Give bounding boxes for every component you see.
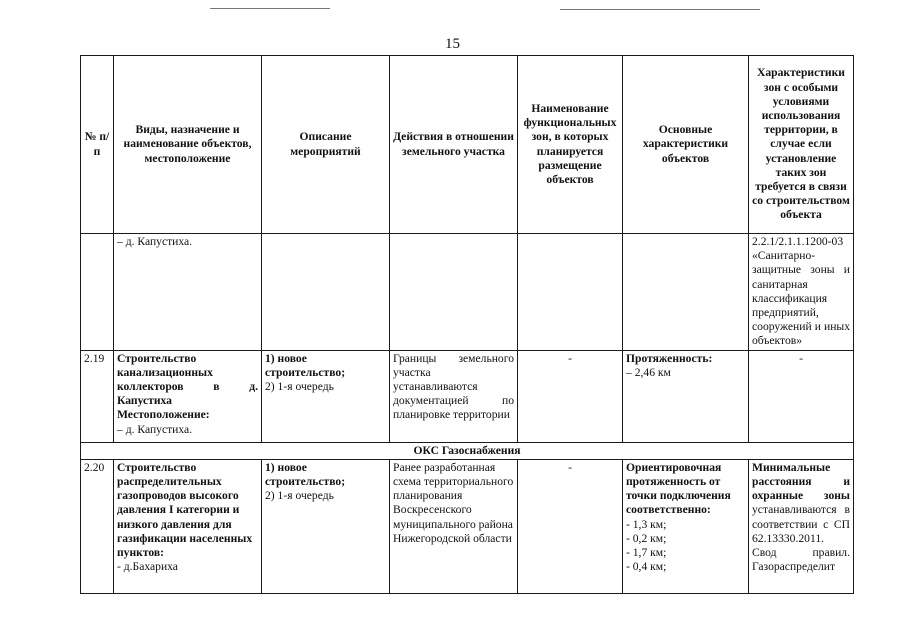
table-row-2-19	[81, 350, 854, 442]
header-characteristics: Основные характеристики объектов	[623, 56, 749, 234]
cell-actions: Границы земельного участка устанавливаются документацией по планировке территории	[390, 350, 518, 442]
object-location: - д.Бахариха	[117, 560, 178, 574]
cell-num: 2.19	[81, 350, 114, 442]
cell-zones: -	[518, 459, 623, 593]
characteristic-value: – 2,46 км	[626, 365, 671, 379]
cell-characteristics	[623, 350, 749, 442]
cell-characteristics	[623, 459, 749, 593]
header-types: Виды, назначение и наименование объектов, местоположение	[114, 56, 262, 234]
cell-special-zones	[749, 234, 854, 351]
header-num: № п/п	[81, 56, 114, 234]
object-location: – д. Капустиха.	[117, 422, 193, 436]
special-zones-text: 2.2.1/2.1.1.1200-03 «Санитарно-защитные зоны и санитарная классификация предприятий, сооружений и иных объектов»	[752, 235, 850, 348]
characteristic-label: Протяженность:	[626, 351, 713, 365]
cell-types	[114, 234, 262, 351]
length-item: - 0,2 км;	[626, 531, 667, 545]
cell-actions: Ранее разработанная схема территориального планирования Воскресенского муниципального района Нижегородской области	[390, 459, 518, 593]
length-item: - 1,3 км;	[626, 517, 667, 531]
cell-description	[262, 234, 390, 351]
scan-artifact	[560, 9, 760, 10]
special-zones-text: устанавливаются в соответствии с СП 62.13330.2011. Свод правил. Газораспределит	[752, 503, 850, 574]
measure-type: 1) новое строительство;	[265, 351, 346, 379]
cell-types	[114, 350, 262, 442]
cell-zones	[518, 234, 623, 351]
cell-actions	[390, 234, 518, 351]
object-name: Строительство распределительных газопроводов высокого давления I категории и низкого давления для газификации населенных пунктов:	[117, 460, 253, 560]
length-item: - 1,7 км;	[626, 546, 667, 560]
types-location-text: – д. Капустиха.	[117, 235, 193, 248]
cell-characteristics	[623, 234, 749, 351]
scan-artifact	[210, 8, 330, 9]
measure-stage: 2) 1-я очередь	[265, 489, 334, 503]
cell-special-zones	[749, 459, 854, 593]
cell-zones: -	[518, 350, 623, 442]
cell-num	[81, 234, 114, 351]
section-title: ОКС Газоснабжения	[81, 442, 854, 459]
table-row-2-20	[81, 459, 854, 593]
table-row-continued	[81, 234, 854, 351]
cell-description	[262, 459, 390, 593]
cell-description	[262, 350, 390, 442]
measure-type: 1) новое строительство;	[265, 460, 346, 489]
header-actions: Действия в отношении земельного участка	[390, 56, 518, 234]
planning-table	[80, 55, 854, 594]
header-zones: Наименование функциональных зон, в которых планируется размещение объектов	[518, 56, 623, 234]
length-item: - 0,4 км;	[626, 560, 667, 574]
table-header-row	[81, 56, 854, 234]
characteristic-label: Ориентировочная протяженность от точки подключения соответственно:	[626, 460, 731, 517]
section-header-row	[81, 442, 854, 459]
page-number: 15	[445, 36, 460, 52]
cell-num: 2.20	[81, 459, 114, 593]
special-zones-label: Минимальные расстояния и охранные зоны	[752, 460, 850, 503]
cell-types	[114, 459, 262, 593]
object-name: Строительство канализационных коллекторов в д. Капустиха Местоположение:	[117, 351, 258, 422]
header-special-zones: Характеристики зон с особыми условиями использования территории, в случае если установление таких зон требуется в связи со строительством объекта	[749, 56, 854, 234]
measure-stage: 2) 1-я очередь	[265, 380, 334, 394]
cell-special-zones: -	[749, 350, 854, 442]
header-description: Описание мероприятий	[262, 56, 390, 234]
